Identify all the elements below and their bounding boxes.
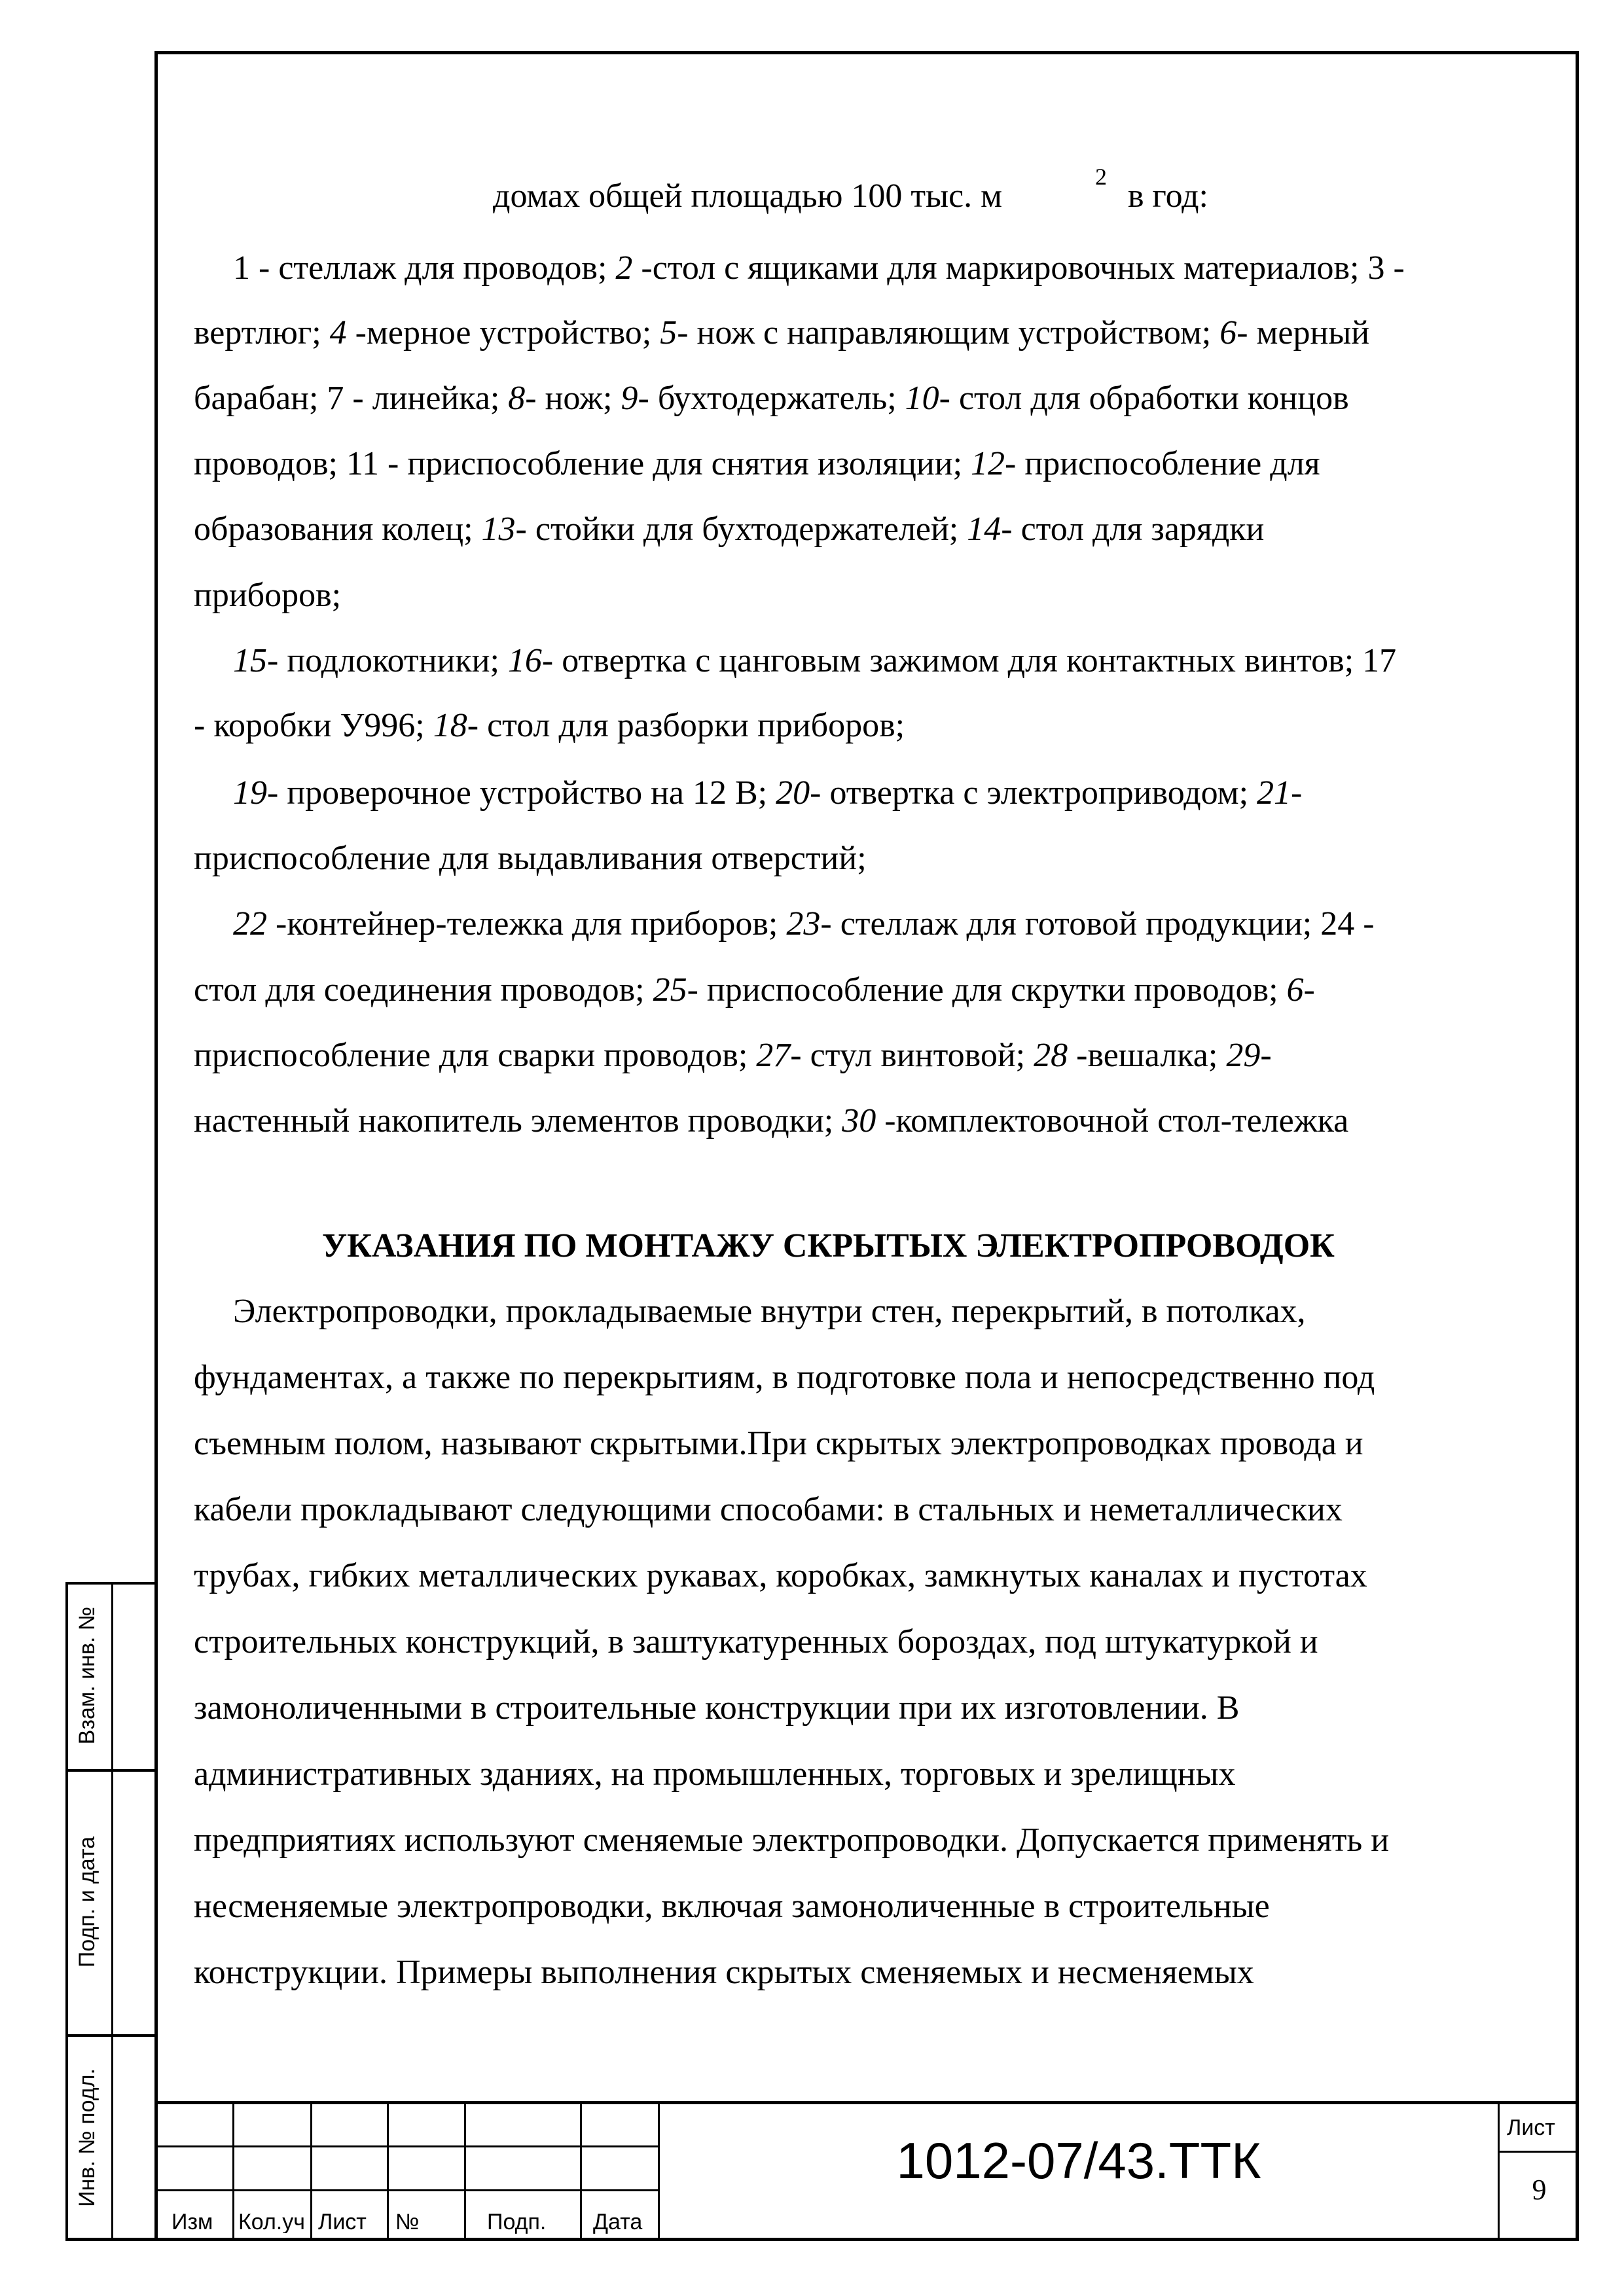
- legend-text: - отвертка с цанговым зажимом для контактных винтов; 17: [541, 642, 1397, 679]
- title-block-row-1: [154, 2145, 660, 2147]
- document-number: 1012-07/43.ТТК: [896, 2132, 1261, 2189]
- legend-item-number: 12: [971, 445, 1005, 482]
- legend-text: - подлокотники;: [267, 642, 508, 679]
- title-block-row-2: [154, 2189, 660, 2191]
- legend-text: - нож;: [525, 380, 621, 417]
- legend-line: [194, 512, 1264, 547]
- title-block-col-3: [387, 2101, 389, 2241]
- title-block-col-4: [464, 2101, 466, 2241]
- side-stamp-row-2: [65, 2034, 156, 2037]
- legend-text: -: [1260, 1037, 1272, 1074]
- frame-bottom: [65, 2238, 1579, 2241]
- paragraph-line: конструкции. Примеры выполнения скрытых сменяемых и несменяемых: [194, 1954, 1254, 1991]
- legend-text: - мерный: [1236, 314, 1370, 351]
- legend-text: - отвертка с электроприводом;: [810, 774, 1257, 812]
- legend-line: [194, 1039, 1272, 1073]
- paragraph-line: административных зданиях, на промышленных, торговых и зрелищных: [194, 1755, 1236, 1793]
- legend-text: - приспособление для скрутки проводов;: [687, 971, 1287, 1009]
- section-heading: УКАЗАНИЯ ПО МОНТАЖУ СКРЫТЫХ ЭЛЕКТРОПРОВОДОК: [322, 1227, 1335, 1265]
- paragraph-line: несменяемые электропроводки, включая замоноличенные в строительные: [194, 1888, 1270, 1925]
- legend-item-number: 4: [329, 314, 347, 351]
- side-label-sign-date: Подп. и дата: [75, 1836, 99, 1968]
- legend-text: -вешалка;: [1068, 1037, 1227, 1074]
- legend-item-number: 25: [653, 971, 687, 1009]
- legend-text: барабан; 7 - линейка;: [194, 380, 509, 417]
- side-label-replace-inv: Взам. инв. №: [75, 1606, 99, 1745]
- side-stamp-row-1: [65, 1769, 156, 1772]
- legend-text: 1 - стеллаж для проводов;: [233, 249, 616, 287]
- legend-text: - стол для разборки приборов;: [467, 707, 905, 744]
- frame-top: [154, 51, 1579, 54]
- legend-item-number: 9: [621, 380, 638, 417]
- title-block-sheet-divider: [1498, 2151, 1579, 2153]
- paragraph-line: Электропроводки, прокладываемые внутри стен, перекрытий, в потолках,: [233, 1293, 1306, 1330]
- stamp-header-izm: Изм: [171, 2210, 213, 2234]
- legend-text: образования колец;: [194, 511, 482, 548]
- legend-text: - коробки У996;: [194, 707, 433, 744]
- legend-text: -мерное устройство;: [346, 314, 660, 351]
- legend-text: вертлюг;: [194, 314, 330, 351]
- stamp-header-signature: Подп.: [487, 2210, 547, 2234]
- legend-item-number: 19: [233, 774, 267, 812]
- paragraph-line: фундаментах, а также по перекрытиям, в подготовке пола и непосредственно под: [194, 1359, 1375, 1396]
- legend-item-number: 8: [508, 380, 526, 417]
- legend-text: - стойки для бухтодержателей;: [515, 511, 967, 548]
- legend-text: - нож с направляющим устройством;: [677, 314, 1220, 351]
- paragraph-line: кабели прокладывают следующими способами: в стальных и неметаллических: [194, 1491, 1343, 1528]
- legend-line: [194, 973, 1315, 1007]
- legend-text: - приспособление для: [1005, 445, 1320, 482]
- legend-line: [233, 776, 1302, 810]
- frame-left: [154, 51, 158, 2241]
- stamp-header-number: №: [395, 2210, 420, 2234]
- legend-line: [233, 907, 1375, 941]
- legend-item-number: 28: [1034, 1037, 1068, 1074]
- legend-line: [233, 644, 1396, 678]
- legend-line: [194, 382, 1349, 416]
- legend-text: - стул винтовой;: [790, 1037, 1034, 1074]
- legend-item-number: 15: [233, 642, 267, 679]
- legend-text: настенный накопитель элементов проводки;: [194, 1102, 842, 1139]
- paragraph-line: трубах, гибких металлических рукавах, коробках, замкнутых каналах и пустотах: [194, 1557, 1367, 1594]
- title-block-col-7: [1498, 2101, 1500, 2241]
- legend-text: стол для соединения проводов;: [194, 971, 653, 1009]
- legend-text: - стол для зарядки: [1001, 511, 1265, 548]
- legend-item-number: 21: [1257, 774, 1291, 812]
- legend-item-number: 22: [233, 905, 267, 942]
- legend-text: -комплектовочной стол-тележка: [876, 1102, 1349, 1139]
- legend-text: приспособление для выдавливания отверстий;: [194, 840, 867, 877]
- caption-superscript: 2: [1095, 164, 1107, 190]
- caption-tail: в год:: [1128, 177, 1208, 215]
- paragraph-line: предприятиях используют сменяемые электропроводки. Допускается применять и: [194, 1821, 1390, 1859]
- legend-text: приспособление для сварки проводов;: [194, 1037, 757, 1074]
- legend-item-number: 20: [776, 774, 810, 812]
- legend-line: [194, 447, 1320, 481]
- legend-item-number: 14: [967, 511, 1001, 548]
- legend-text: -: [1291, 774, 1303, 812]
- legend-item-number: 18: [433, 707, 467, 744]
- legend-text: - проверочное устройство на 12 В;: [267, 774, 776, 812]
- legend-item-number: 6: [1219, 314, 1237, 351]
- sheet-label: Лист: [1507, 2115, 1555, 2140]
- legend-item-number: 5: [660, 314, 677, 351]
- sheet-number: 9: [1532, 2174, 1547, 2206]
- legend-item-number: 30: [842, 1102, 876, 1139]
- title-block-top: [154, 2101, 1579, 2104]
- caption-text: домах общей площадью 100 тыс. м: [493, 177, 1003, 215]
- legend-text: - бухтодержатель;: [638, 380, 905, 417]
- legend-item-number: 16: [507, 642, 542, 679]
- title-block-col-2: [310, 2101, 312, 2241]
- legend-item-number: 27: [756, 1037, 791, 1074]
- legend-item-number: 10: [905, 380, 939, 417]
- legend-item-number: 23: [786, 905, 821, 942]
- paragraph-line: строительных конструкций, в заштукатуренных бороздах, под штукатуркой и: [194, 1623, 1318, 1660]
- side-stamp-left: [65, 1582, 68, 2241]
- legend-text: проводов; 11 - приспособление для снятия изоляции;: [194, 445, 971, 482]
- legend-item-number: 13: [481, 511, 516, 548]
- legend-item-number: 29: [1226, 1037, 1261, 1074]
- legend-line: [194, 316, 1369, 350]
- legend-text: - стол для обработки концов: [939, 380, 1349, 417]
- legend-text: приборов;: [194, 577, 342, 614]
- side-stamp-divider: [111, 1582, 113, 2241]
- legend-line: [194, 1104, 1348, 1138]
- legend-line: [233, 251, 1405, 285]
- paragraph-line: замоноличенными в строительные конструкции при их изготовлении. В: [194, 1689, 1240, 1727]
- legend-text: - стеллаж для готовой продукции; 24 -: [820, 905, 1375, 942]
- legend-line: [194, 842, 867, 876]
- side-label-orig-inv: Инв. № подл.: [75, 2068, 99, 2207]
- stamp-header-kol-uch: Кол.уч: [238, 2211, 305, 2233]
- legend-text: -контейнер-тележка для приборов;: [267, 905, 787, 942]
- title-block-col-1: [232, 2101, 234, 2241]
- legend-text: -стол с ящиками для маркировочных материалов; 3 -: [632, 249, 1405, 287]
- legend-item-number: 2: [615, 249, 633, 287]
- stamp-header-date: Дата: [593, 2210, 643, 2234]
- legend-line: [194, 579, 341, 613]
- stamp-header-list: Лист: [318, 2210, 367, 2234]
- legend-text: -: [1303, 971, 1315, 1009]
- legend-line: [194, 709, 905, 743]
- legend-item-number: 6: [1286, 971, 1304, 1009]
- frame-right: [1576, 51, 1579, 2241]
- paragraph-line: съемным полом, называют скрытыми.При скрытых электропроводках провода и: [194, 1425, 1363, 1462]
- title-block-col-5: [580, 2101, 582, 2241]
